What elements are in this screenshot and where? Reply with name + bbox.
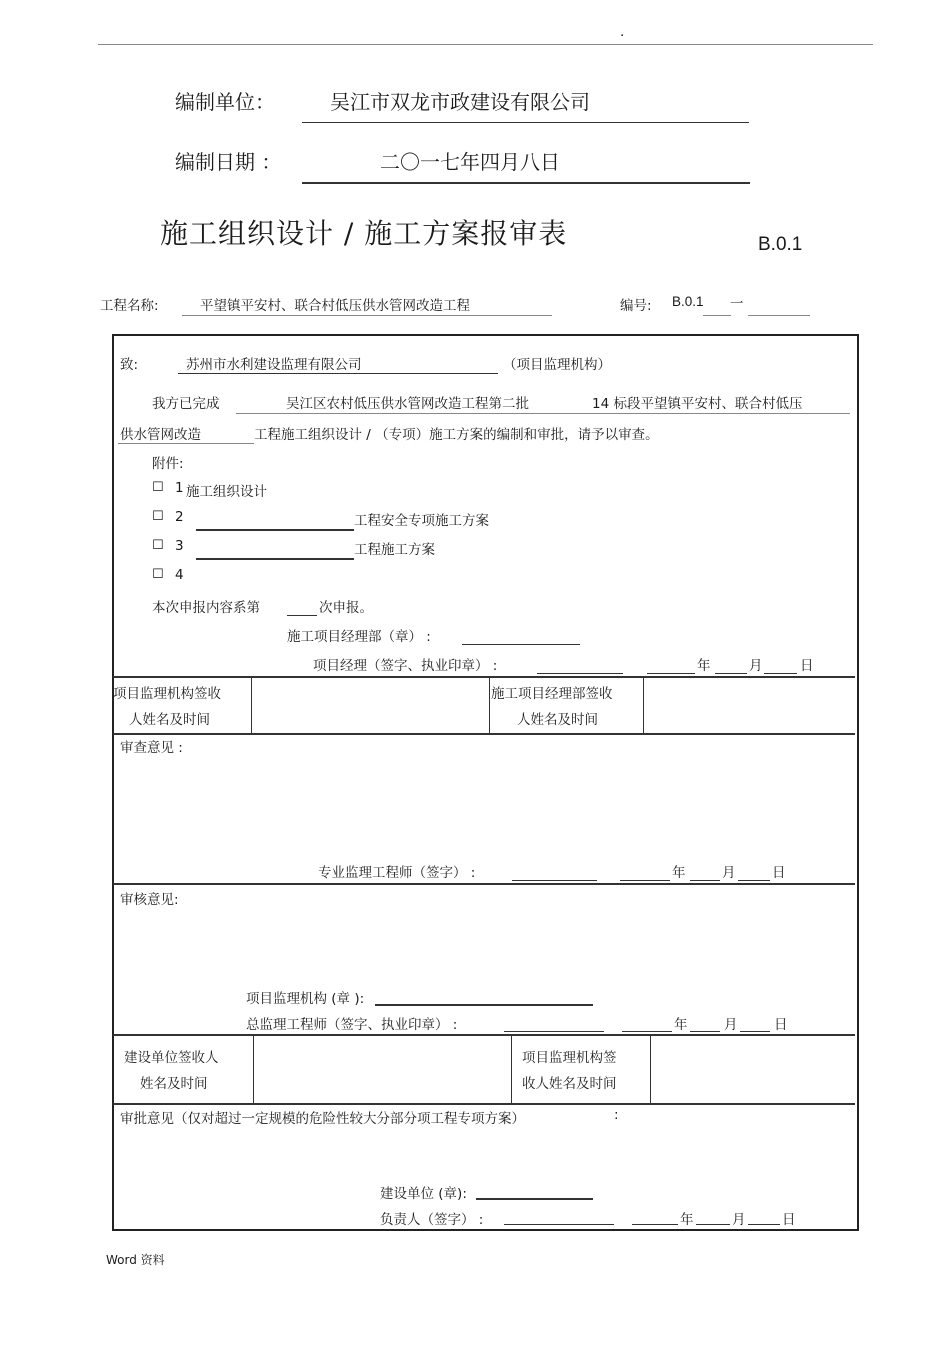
sign-row1-left-label-1: 项目监理机构签收 [113, 686, 221, 702]
top-dot: . [620, 24, 625, 40]
project-name-value: 平望镇平安村、联合村低压供水管网改造工程 [200, 298, 470, 314]
project-name-underline [182, 315, 552, 316]
completed-project: 吴江区农村低压供水管网改造工程第二批 [286, 396, 529, 412]
attach-1-no: 1 [175, 480, 184, 496]
approval-unit-underline [476, 1198, 593, 1200]
attach-3-no: 3 [175, 538, 184, 554]
approval-colon: : [614, 1107, 619, 1123]
audit-org-label: 项目监理机构 (章 ): [246, 991, 365, 1007]
attach-2-checkbox[interactable]: ☐ [152, 509, 164, 524]
attach-1-text: 施工组织设计 [186, 484, 267, 500]
attach-1-checkbox[interactable]: ☐ [152, 480, 164, 495]
sign-row2-right-label-1: 项目监理机构签 [522, 1050, 617, 1066]
dept-label: 施工项目经理部（章） : [287, 629, 431, 645]
manager-month: 月 [749, 658, 763, 674]
to-underline [178, 373, 498, 374]
manager-year: 年 [697, 658, 711, 674]
footer-text: Word 资料 [106, 1253, 165, 1267]
sign-row1-right-label-2: 人姓名及时间 [517, 712, 598, 728]
audit-label: 审核意见: [120, 892, 179, 908]
sign-row2-div3 [650, 1035, 651, 1103]
sign-row1-div2 [489, 677, 490, 733]
sign-row1-div1 [251, 677, 252, 733]
attach-3-underline [196, 558, 354, 560]
manager-day: 日 [800, 658, 814, 674]
attach-3-text: 工程施工方案 [354, 542, 435, 558]
org-label: 编制单位： [175, 90, 275, 114]
project-no-value: B.0.1 [672, 294, 704, 309]
project-no-underline-2 [748, 315, 810, 316]
date-underline [302, 182, 750, 184]
audit-month: 月 [724, 1017, 738, 1033]
approval-day-underline [748, 1224, 780, 1225]
dept-underline [462, 644, 580, 645]
review-comment-field[interactable] [118, 756, 848, 852]
project-no-label: 编号: [620, 298, 652, 314]
audit-month-underline [690, 1031, 720, 1032]
to-value: 苏州市水利建设监理有限公司 [186, 357, 362, 373]
completed-prefix: 我方已完成 [152, 396, 220, 412]
audit-comment-field[interactable] [118, 908, 848, 980]
sign-row2-div2 [511, 1035, 512, 1103]
completed-text: 工程施工组织设计 / （专项）施工方案的编制和审批，请予以审查。 [254, 427, 659, 443]
attach-4-no: 4 [175, 567, 184, 583]
org-underline [302, 122, 749, 123]
project-name-label: 工程名称: [100, 298, 159, 314]
date-label: 编制日期 ： [175, 150, 282, 174]
completed-section: 14 标段平望镇平安村、联合村低压 [592, 396, 803, 412]
approval-day: 日 [782, 1212, 796, 1228]
manager-label: 项目经理（签字、执业印章） : [313, 658, 498, 674]
sign-row2-div1 [253, 1035, 254, 1103]
audit-sign-underline [504, 1031, 604, 1032]
report-suffix: 次申报。 [319, 600, 373, 616]
manager-day-underline [764, 673, 797, 674]
audit-day-underline [740, 1031, 770, 1032]
page-title: 施工组织设计 / 施工方案报审表 [160, 217, 568, 250]
review-year: 年 [672, 865, 686, 881]
report-prefix: 本次申报内容系第 [152, 600, 260, 616]
approval-month-underline [696, 1224, 730, 1225]
manager-year-underline [647, 673, 695, 674]
sign-row2-left-label-1: 建设单位签收人 [124, 1050, 219, 1066]
report-count-underline [287, 615, 317, 616]
attach-4-checkbox[interactable]: ☐ [152, 567, 164, 582]
attach-2-text: 工程安全专项施工方案 [354, 513, 489, 529]
sign-row1-bottom [113, 733, 855, 735]
date-value: 二〇一七年四月八日 [380, 150, 560, 174]
attach-3-checkbox[interactable]: ☐ [152, 538, 164, 553]
approval-label: 审批意见（仅对超过一定规模的危险性较大分部分项工程专项方案） [120, 1111, 525, 1127]
audit-chief-label: 总监理工程师（签字、执业印章） : [246, 1017, 458, 1033]
approval-month: 月 [732, 1212, 746, 1228]
sign-row1-div3 [643, 677, 644, 733]
review-sign-underline [512, 880, 597, 881]
approval-unit-label: 建设单位 (章): [380, 1186, 467, 1202]
completed-project-cont: 供水管网改造 [120, 427, 201, 443]
sign-row1-left-field[interactable] [253, 678, 487, 732]
approval-comment-field[interactable] [118, 1128, 848, 1176]
audit-year: 年 [674, 1017, 688, 1033]
review-label: 审查意见 : [120, 740, 183, 756]
sign-row2-left-label-2: 姓名及时间 [140, 1076, 208, 1092]
review-month: 月 [722, 865, 736, 881]
review-year-underline [620, 880, 670, 881]
sign-row1-right-label-1: 施工项目经理部签收 [491, 686, 613, 702]
attach-2-underline [196, 529, 354, 531]
completed-underline-1 [236, 413, 850, 414]
approval-year: 年 [680, 1212, 694, 1228]
review-day: 日 [772, 865, 786, 881]
approval-sign-underline [504, 1224, 614, 1225]
manager-month-underline [715, 673, 747, 674]
audit-org-underline [375, 1004, 593, 1006]
org-value: 吴江市双龙市政建设有限公司 [330, 90, 590, 114]
project-no-dash: 一 [730, 296, 744, 312]
form-code: B.0.1 [758, 234, 803, 255]
approval-person-label: 负责人（签字） : [380, 1212, 484, 1228]
approval-year-underline [632, 1224, 678, 1225]
attach-2-no: 2 [175, 509, 184, 525]
sign-row2-right-field[interactable] [652, 1036, 853, 1102]
sign-row1-right-field[interactable] [645, 678, 853, 732]
review-day-underline [738, 880, 770, 881]
to-suffix: （项目监理机构） [503, 357, 611, 373]
completed-underline-2 [118, 443, 254, 444]
sign-row1-left-label-2: 人姓名及时间 [129, 712, 210, 728]
sign-row2-bottom [113, 1103, 855, 1105]
review-month-underline [690, 880, 720, 881]
manager-sign-underline [537, 673, 623, 674]
project-no-underline-1 [703, 315, 731, 316]
review-engineer-label: 专业监理工程师（签字） : [318, 865, 476, 881]
audit-day: 日 [774, 1017, 788, 1033]
sign-row2-left-field[interactable] [255, 1036, 509, 1102]
review-bottom [113, 883, 855, 885]
sign-row2-right-label-2: 收人姓名及时间 [522, 1076, 617, 1092]
attach-label: 附件: [152, 456, 184, 472]
top-rule [98, 44, 873, 45]
audit-year-underline [622, 1031, 672, 1032]
to-label: 致: [120, 357, 139, 373]
